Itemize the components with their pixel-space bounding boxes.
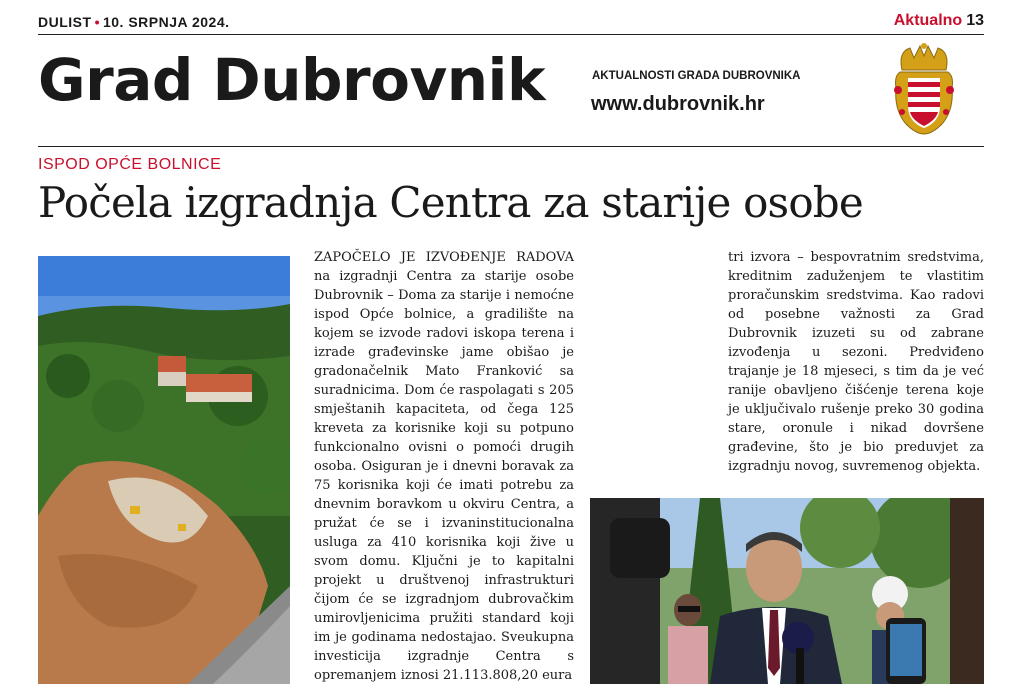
article-column-1 — [314, 248, 574, 685]
publication-info — [38, 14, 230, 30]
publication-name: DULIST — [38, 14, 92, 30]
issue-date: 10. SRPNJA 2024. — [102, 14, 230, 30]
section-name: Aktualno — [893, 12, 963, 29]
section-label — [894, 12, 984, 30]
brand-tagline: AKTUALNOSTI GRADA DUBROVNIKA — [592, 70, 801, 82]
separator-dot: • — [94, 14, 100, 30]
article-column-2 — [728, 248, 984, 476]
article-headline: Počela izgradnja Centra za starije osobe — [38, 178, 863, 227]
article-body-part-1: ZAPOČELO JE IZVOĐENJE RADOVA na izgradnji Centra za starije osobe Dubrovnik – Doma za starije i nemoćne ispod Opće bolnice, a gradilište na kojem se izvode radovi iskopa terena i izrade građevinske jame obišao je gradonačelnik Mato Franković sa suradnicima. Dom će raspolagati s 205 smještanih kapaciteta, od čega 125 kreveta za korisnike koji su potpuno funkcionalno ovisni o pomoći drugih osoba. Osiguran je i dnevni boravak za 75 korisnika koji će imati potrebu za dnevnim boravkom u okviru Centra, a pružat će se i izvaninstitucionalna usluga za 410 korisnika koji žive u svom domu. Ključni je to kapitalni projekt u društvenoj infrastrukturi čijom će se izgradnjom dubrovačkim umirovljenicima pružiti standard koji im je godinama nedostajao. Sveukupna investicija izgradnje Centra s opremanjem iznosi 21.113.808,20 eura — [314, 250, 574, 683]
website-link[interactable]: www.dubrovnik.hr — [591, 93, 765, 115]
masthead-divider — [38, 146, 984, 147]
article-body-part-2: tri izvora – bespovratnim sredstvima, kreditnim zaduženjem te vlastitim proračunskim sredstvima. Kao radovi od posebne važnosti za Grad Dubrovnik izuzeti su od zabrane izvođenja u sezoni. Predviđeno trajanje je 18 mjeseci, s tim da je već ranije obavljeno čišćenje terena koje je uključivalo rušenje preko 30 godina stare, oronule i nikad dovršene građevine, što je bio preduvjet za izgradnju novog, suvremenog objekta. — [728, 250, 984, 474]
dubrovnik-coat-of-arms-icon — [892, 40, 956, 136]
article-kicker: ISPOD OPĆE BOLNICE — [38, 156, 222, 173]
masthead-bar — [38, 12, 984, 32]
brand-title: Grad Dubrovnik — [38, 46, 546, 114]
page-number: 13 — [966, 12, 984, 29]
top-divider — [38, 34, 984, 35]
construction-site-aerial-photo — [38, 256, 290, 684]
mayor-press-photo — [590, 498, 984, 684]
